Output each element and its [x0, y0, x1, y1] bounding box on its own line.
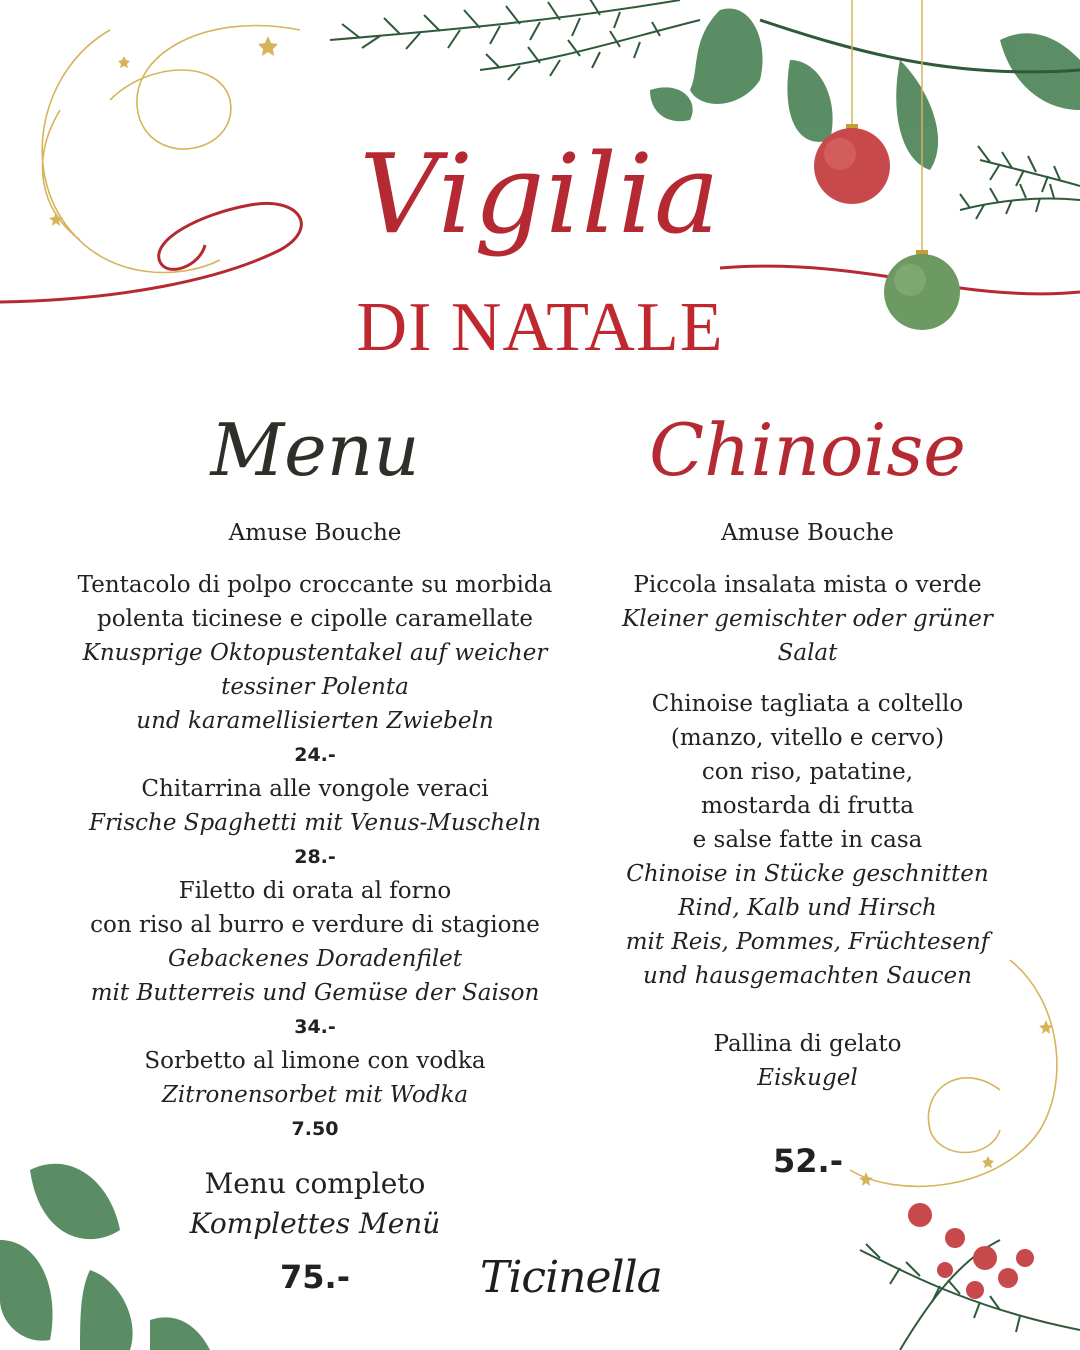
- menu-course-list: [40, 568, 590, 1146]
- menu-item-polpo: Tentacolo di polpo croccante su morbida polenta ticinese e cipolle caramellate Knusprige Oktopustentakel auf weicher tessiner Polenta und karamellisierten Zwiebeln 24.-: [40, 568, 590, 772]
- menu-complete-price: 75.-: [280, 1258, 350, 1296]
- price-label: 34.-: [294, 1016, 336, 1038]
- menu-complete: Menu completo Komplettes Menü: [189, 1167, 441, 1240]
- menu-heading: Menu: [210, 408, 420, 492]
- pine-branch-bottom-right: [860, 1240, 1080, 1350]
- price-label: 28.-: [294, 846, 336, 868]
- price-label: 24.-: [294, 744, 336, 766]
- brand-logo: Ticinella: [480, 1252, 662, 1303]
- chinoise-salad: Piccola insalata mista o verde Kleiner gemischter oder grüner Salat: [622, 572, 993, 666]
- menu-item-sorbetto: Sorbetto al limone con vodka Zitronensorbet mit Wodka 7.50: [40, 1044, 590, 1146]
- red-berries-icon: [908, 1203, 1034, 1299]
- menu-amuse-bouche: Amuse Bouche: [228, 520, 402, 546]
- price-label: 7.50: [291, 1118, 339, 1140]
- chinoise-gelato: Pallina di gelato Eiskugel: [713, 1031, 902, 1091]
- page-title: DI NATALE: [356, 289, 724, 366]
- chinoise-main: Chinoise tagliata a coltello (manzo, vitello e cervo) con riso, patatine, mostarda di frutta e salse fatte in casa Chinoise in Stücke geschnitten Rind, Kalb und Hirsch mit Reis, Pommes, Früchtesenf und hausgemachten Saucen: [625, 691, 990, 989]
- chinoise-price: 52.-: [773, 1142, 843, 1180]
- chinoise-amuse-bouche: Amuse Bouche: [721, 520, 894, 546]
- title-script: Vigilia: [359, 130, 721, 258]
- chinoise-heading: Chinoise: [649, 408, 966, 492]
- menu-item-chitarrina: Chitarrina alle vongole veraci Frische Spaghetti mit Venus-Muscheln 28.-: [40, 772, 590, 874]
- menu-item-orata: Filetto di orata al forno con riso al burro e verdure di stagione Gebackenes Doradenfilet mit Butterreis und Gemüse der Saison 34.-: [40, 874, 590, 1044]
